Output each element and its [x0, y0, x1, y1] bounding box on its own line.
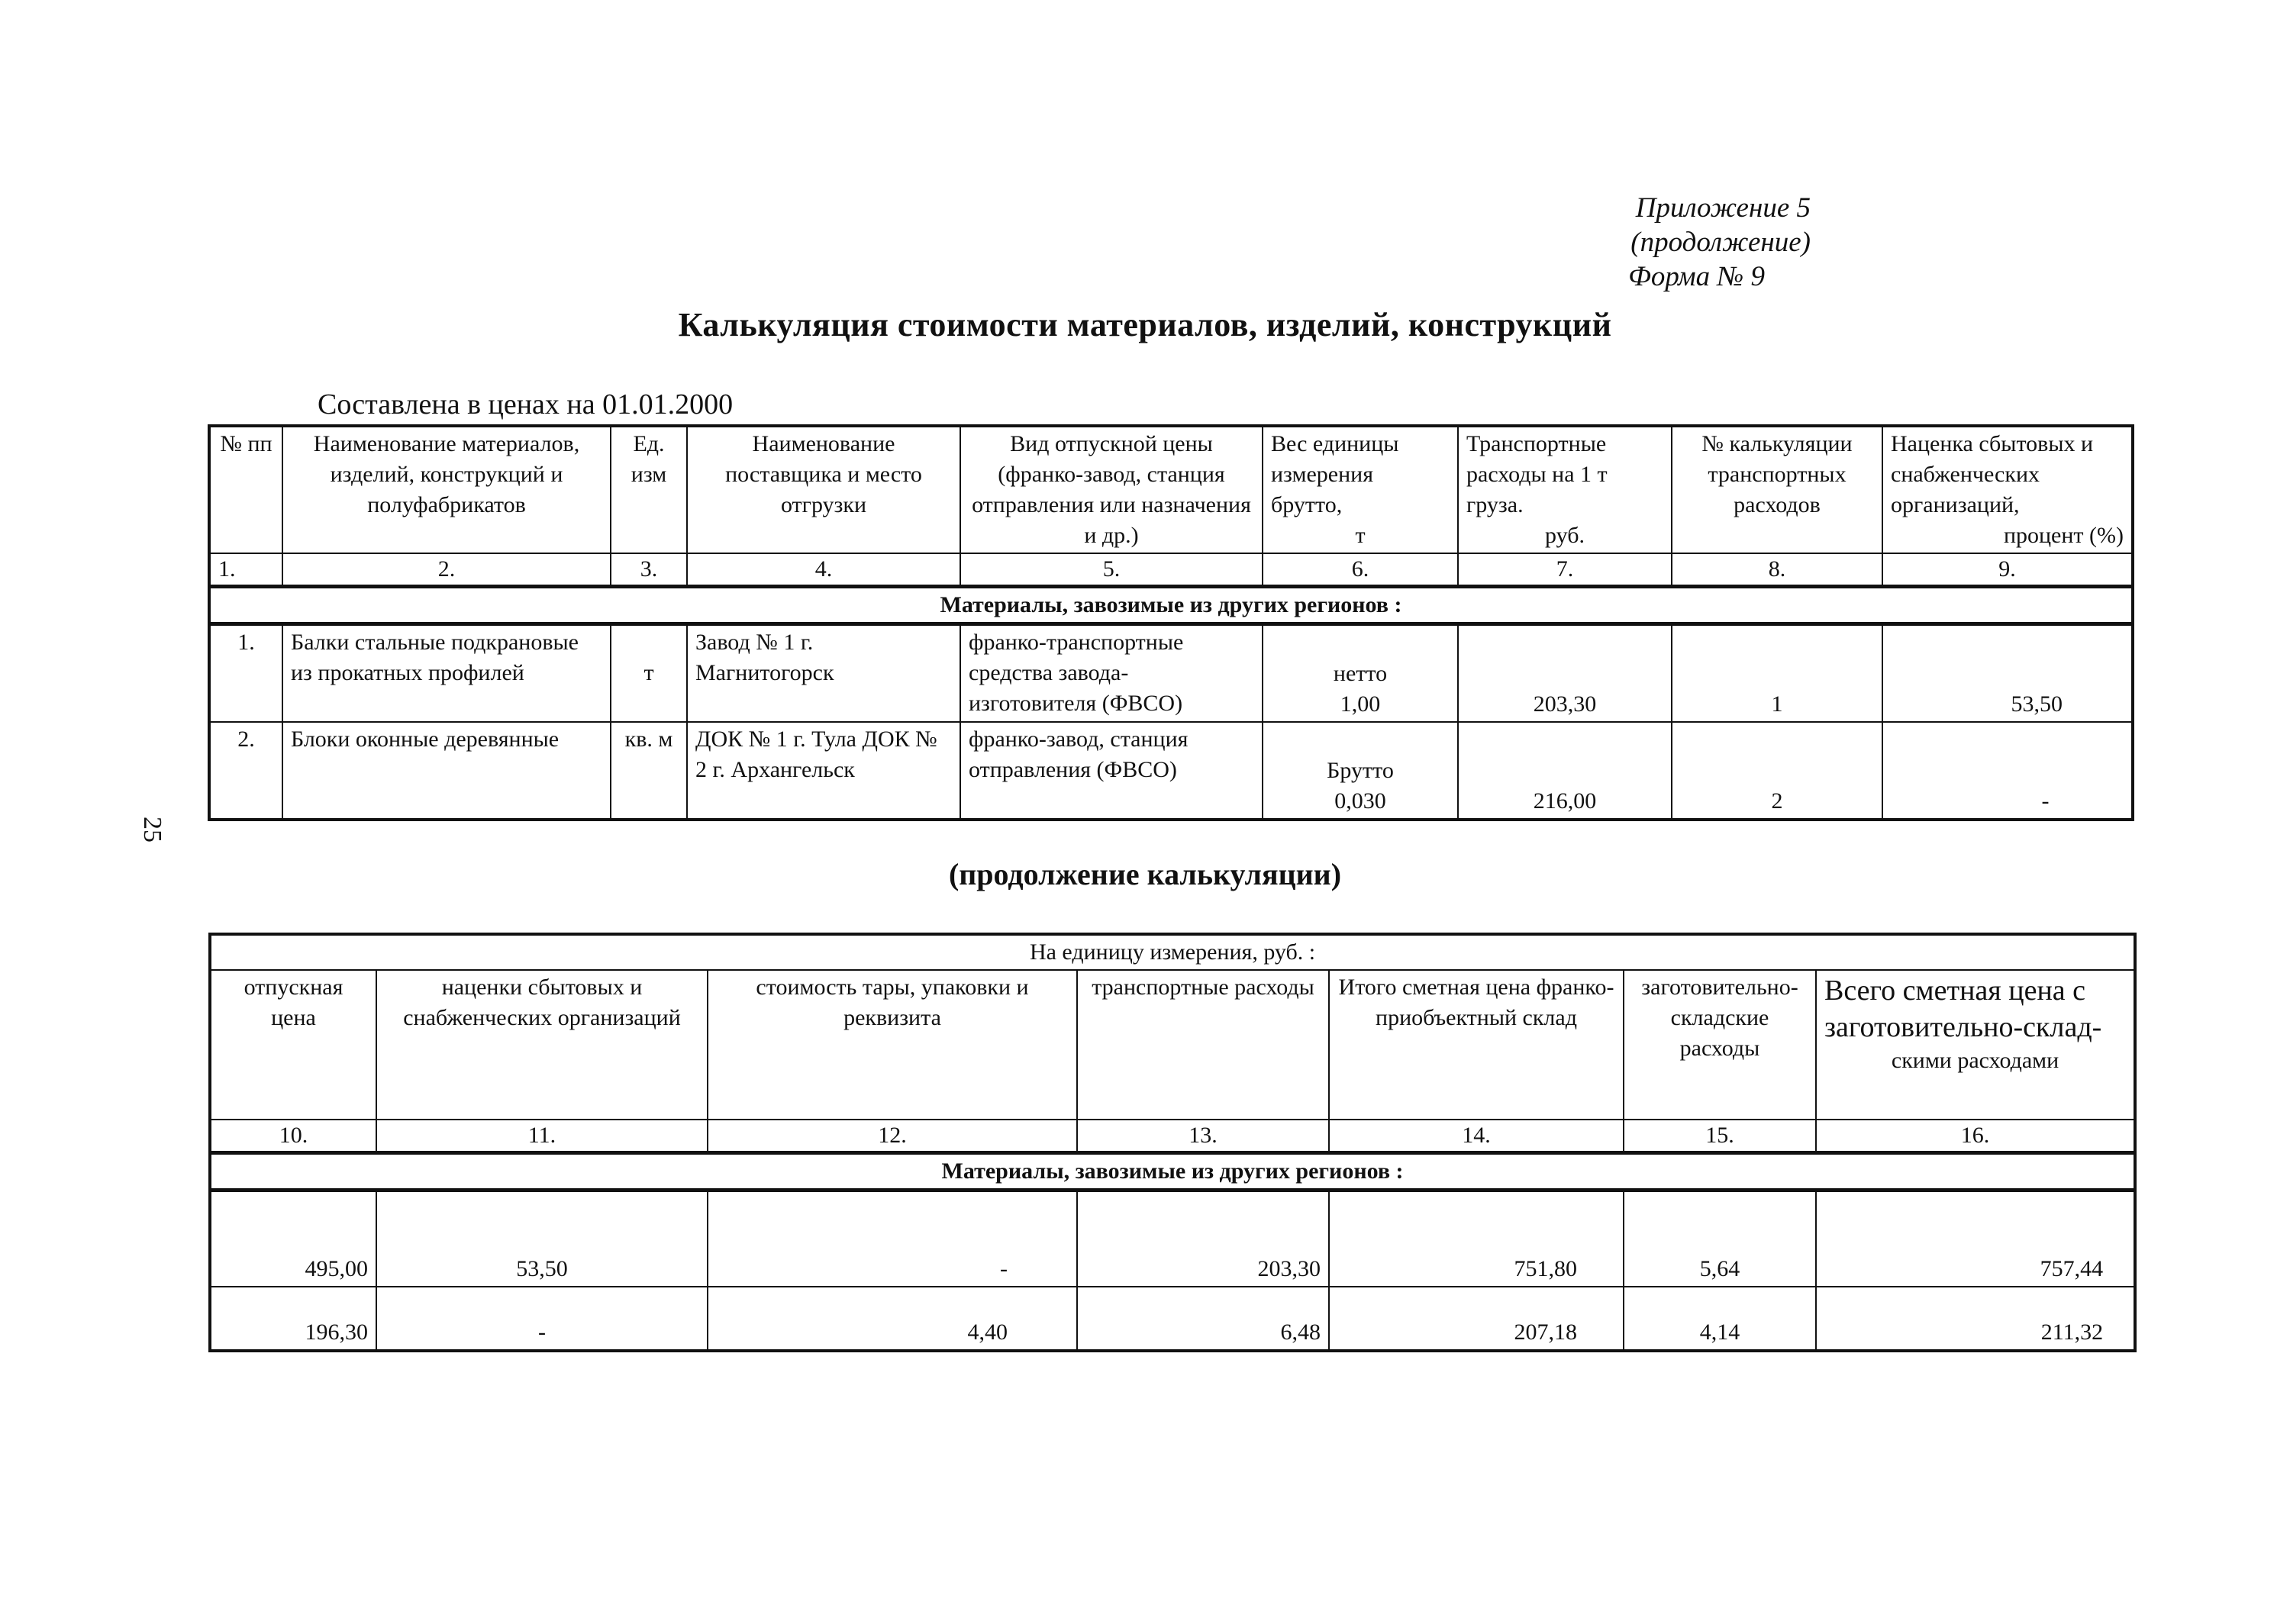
- table-row: [209, 624, 2133, 722]
- unit: т: [611, 624, 687, 722]
- header-packaging-cost: стоимость тары, упаковки и реквизита: [708, 970, 1077, 1120]
- markup-percent: -: [1882, 722, 2133, 820]
- form-number: Форма № 9: [1628, 261, 1765, 292]
- header-number: № пп: [209, 426, 282, 553]
- table-row: [209, 722, 2133, 820]
- warehouse-costs: 4,14: [1624, 1287, 1816, 1351]
- column-number: 11.: [376, 1120, 708, 1153]
- weight-label: нетто: [1333, 660, 1388, 686]
- header-warehouse-costs: заготовительно-складские расходы: [1624, 970, 1816, 1120]
- total-estimated-price: 207,18: [1329, 1287, 1624, 1351]
- page-title: Калькуляция стоимости материалов, изделий, конструкций: [678, 306, 1612, 343]
- column-number: 13.: [1077, 1120, 1329, 1153]
- warehouse-costs: 5,64: [1624, 1191, 1816, 1287]
- release-price: 495,00: [210, 1191, 376, 1287]
- header-markup: [1882, 426, 2133, 553]
- header-transport-unit: руб.: [1545, 523, 1585, 548]
- header-transport: [1458, 426, 1672, 553]
- row-number: 2.: [209, 722, 282, 820]
- table-row: [210, 1191, 2135, 1287]
- appendix-number: Приложение 5: [1635, 192, 1811, 224]
- column-number: 5.: [960, 553, 1263, 587]
- weight-value: 0,030: [1334, 788, 1386, 814]
- calc-number: 2: [1672, 722, 1882, 820]
- grand-total: 757,44: [1816, 1191, 2135, 1287]
- total-estimated-price: 751,80: [1329, 1191, 1624, 1287]
- header-weight: [1263, 426, 1458, 553]
- weight-label: Брутто: [1327, 757, 1394, 783]
- continuation-title: (продолжение калькуляции): [948, 857, 1342, 891]
- table1-column-numbers: [209, 553, 2133, 587]
- group-header: На единицу измерения, руб. :: [210, 934, 2135, 970]
- section-title: Материалы, завозимые из других регионов :: [210, 1153, 2135, 1191]
- header-weight-label: Вес единицы измерения брутто,: [1271, 431, 1399, 517]
- header-supplier: Наименование поставщика и место отгрузки: [687, 426, 960, 553]
- calc-number: 1: [1672, 624, 1882, 722]
- column-number: 8.: [1672, 553, 1882, 587]
- column-number: 7.: [1458, 553, 1672, 587]
- column-number: 12.: [708, 1120, 1077, 1153]
- markup-percent: 53,50: [1882, 624, 2133, 722]
- grand-total: 211,32: [1816, 1287, 2135, 1351]
- calculation-table: [208, 424, 2134, 821]
- table2-column-numbers: [210, 1120, 2135, 1153]
- header-price-type: Вид отпускной цены (франко-завод, станция отправления или назначения и др.): [960, 426, 1263, 553]
- table-row: [210, 1287, 2135, 1351]
- header-material-name: Наименование материалов, изделий, конструкций и полуфабрикатов: [282, 426, 611, 553]
- header-weight-unit: т: [1355, 523, 1366, 548]
- price-type: франко-завод, станция отправления (ФВСО): [960, 722, 1263, 820]
- column-number: 16.: [1816, 1120, 2135, 1153]
- transport-cost: 216,00: [1458, 722, 1672, 820]
- appendix-continuation: (продолжение): [1630, 227, 1811, 258]
- header-markups: наценки сбытовых и снабженческих организаций: [376, 970, 708, 1120]
- header-transport-label: Транспортные расходы на 1 т груза.: [1466, 431, 1608, 517]
- column-number: 14.: [1329, 1120, 1624, 1153]
- prices-note: Составлена в ценах на 01.01.2000: [318, 388, 734, 420]
- table2-header-row: [210, 970, 2135, 1120]
- unit: кв. м: [611, 722, 687, 820]
- header-total-estimated-price: Итого сметная цена франко-приобъектный склад: [1329, 970, 1624, 1120]
- price-type: франко-транспортные средства завода-изготовителя (ФВСО): [960, 624, 1263, 722]
- material-name: Балки стальные подкрановые из прокатных профилей: [282, 624, 611, 722]
- calculation-continuation-table: [208, 933, 2137, 1352]
- header-grand-total-suffix: скими расходами: [1891, 1048, 2059, 1073]
- appendix-label: [1628, 191, 1811, 294]
- header-grand-total: [1816, 970, 2135, 1120]
- column-number: 3.: [611, 553, 687, 587]
- header-markup-unit: процент (%): [2003, 523, 2124, 548]
- packaging-cost: -: [708, 1191, 1077, 1287]
- transport-cost: 203,30: [1077, 1191, 1329, 1287]
- header-markup-label: Наценка сбытовых и снабженческих организаций,: [1891, 431, 2094, 517]
- header-calc-number: № калькуляции транспортных расходов: [1672, 426, 1882, 553]
- header-release-price: отпускная цена: [210, 970, 376, 1120]
- column-number: 4.: [687, 553, 960, 587]
- release-price: 196,30: [210, 1287, 376, 1351]
- table1-section-row: [209, 587, 2133, 624]
- weight-value: 1,00: [1340, 691, 1381, 717]
- markup-amount: 53,50: [376, 1191, 708, 1287]
- packaging-cost: 4,40: [708, 1287, 1077, 1351]
- page-number: 25: [138, 817, 166, 843]
- section-title: Материалы, завозимые из других регионов :: [209, 587, 2133, 624]
- column-number: 10.: [210, 1120, 376, 1153]
- table1-header-row: [209, 426, 2133, 553]
- column-number: 2.: [282, 553, 611, 587]
- weight: [1263, 722, 1458, 820]
- column-number: 1.: [209, 553, 282, 587]
- markup-amount: -: [376, 1287, 708, 1351]
- transport-cost: 203,30: [1458, 624, 1672, 722]
- header-unit: Ед. изм: [611, 426, 687, 553]
- material-name: Блоки оконные деревянные: [282, 722, 611, 820]
- header-grand-total-label: Всего сметная цена с заготовительно-склад-: [1824, 975, 2102, 1043]
- header-transport-costs: транспортные расходы: [1077, 970, 1329, 1120]
- column-number: 15.: [1624, 1120, 1816, 1153]
- table2-group-header-row: [210, 934, 2135, 970]
- weight: [1263, 624, 1458, 722]
- row-number: 1.: [209, 624, 282, 722]
- column-number: 9.: [1882, 553, 2133, 587]
- column-number: 6.: [1263, 553, 1458, 587]
- transport-cost: 6,48: [1077, 1287, 1329, 1351]
- table2-section-row: [210, 1153, 2135, 1191]
- supplier: ДОК № 1 г. Тула ДОК № 2 г. Архангельск: [687, 722, 960, 820]
- supplier: Завод № 1 г. Магнитогорск: [687, 624, 960, 722]
